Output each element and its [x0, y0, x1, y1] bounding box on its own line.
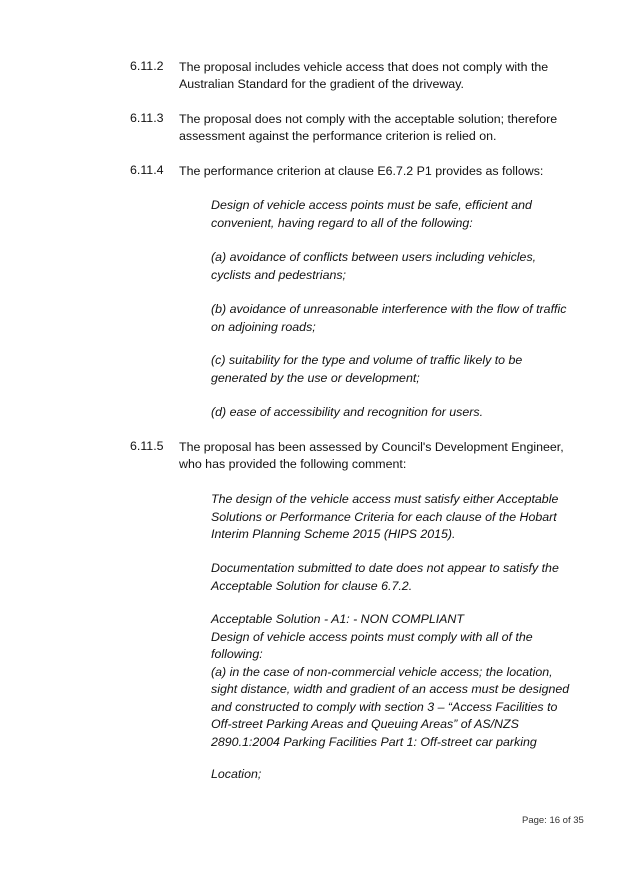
- quote-line: The design of the vehicle access must satisfy either Acceptable: [211, 492, 559, 506]
- page-number: Page: 16 of 35: [522, 815, 584, 826]
- section-number-6-11-4: 6.11.4: [130, 163, 164, 177]
- section-number-6-11-5: 6.11.5: [130, 439, 164, 453]
- text-line: who has provided the following comment:: [179, 457, 407, 471]
- quote-line: sight distance, width and gradient of an access must be designed: [211, 682, 570, 696]
- text-line: Australian Standard for the gradient of the driveway.: [179, 77, 464, 91]
- section-6-11-5-text: [179, 439, 579, 473]
- text-line: The proposal does not comply with the acceptable solution; therefore: [179, 112, 558, 126]
- quote-line: Acceptable Solution for clause 6.7.2.: [211, 578, 413, 593]
- engineer-comment-intro: [211, 491, 583, 544]
- quote-line: generated by the use or development;: [211, 370, 420, 385]
- section-6-11-3-text: [179, 111, 579, 145]
- quote-line: cyclists and pedestrians;: [211, 267, 346, 282]
- text-line: The proposal includes vehicle access that does not comply with the: [179, 60, 549, 74]
- quote-line: convenient, having regard to all of the following:: [211, 215, 473, 230]
- quote-line: and constructed to comply with section 3 – “Access Facilities to: [211, 699, 558, 714]
- text-line: The performance criterion at clause E6.7.2 P1 provides as follows:: [179, 164, 544, 178]
- section-number-6-11-2: 6.11.2: [130, 59, 164, 73]
- engineer-comment-location: [211, 766, 583, 784]
- quote-intro: [211, 197, 583, 232]
- text-line: The proposal has been assessed by Council's Development Engineer,: [179, 440, 564, 454]
- quote-line: Off-street Parking Areas and Queuing Areas” of AS/NZS: [211, 717, 519, 731]
- quote-line: Interim Planning Scheme 2015 (HIPS 2015).: [211, 527, 456, 541]
- quote-item-c: [211, 352, 583, 387]
- quote-line: (d) ease of accessibility and recognition for users.: [211, 405, 484, 419]
- quote-line: (a) avoidance of conflicts between users including vehicles,: [211, 250, 537, 264]
- quote-line: Design of vehicle access points must comply with all of the: [211, 629, 533, 644]
- quote-item-b: [211, 301, 583, 336]
- quote-line: Location;: [211, 767, 262, 781]
- quote-line: Documentation submitted to date does not appear to satisfy the: [211, 561, 559, 575]
- quote-line: 2890.1:2004 Parking Facilities Part 1: Off-street car parking: [211, 734, 537, 749]
- quote-item-d: [211, 404, 583, 422]
- section-number-6-11-3: 6.11.3: [130, 111, 164, 125]
- quote-line: following:: [211, 647, 263, 661]
- quote-line: Acceptable Solution - A1: - NON COMPLIANT: [211, 612, 464, 626]
- quote-line: (c) suitability for the type and volume of traffic likely to be: [211, 353, 523, 367]
- quote-line: on adjoining roads;: [211, 319, 316, 334]
- quote-item-a: [211, 249, 583, 284]
- section-6-11-4-text: [179, 163, 579, 180]
- engineer-comment-acceptable-solution: [211, 611, 583, 751]
- section-6-11-2-text: [179, 59, 579, 93]
- quote-line: Solutions or Performance Criteria for each clause of the Hobart: [211, 509, 557, 524]
- quote-line: Design of vehicle access points must be safe, efficient and: [211, 198, 532, 212]
- quote-line: (a) in the case of non-commercial vehicle access; the location,: [211, 664, 553, 679]
- quote-line: (b) avoidance of unreasonable interference with the flow of traffic: [211, 302, 567, 316]
- text-line: assessment against the performance criterion is relied on.: [179, 129, 497, 143]
- engineer-comment-documentation: [211, 560, 583, 595]
